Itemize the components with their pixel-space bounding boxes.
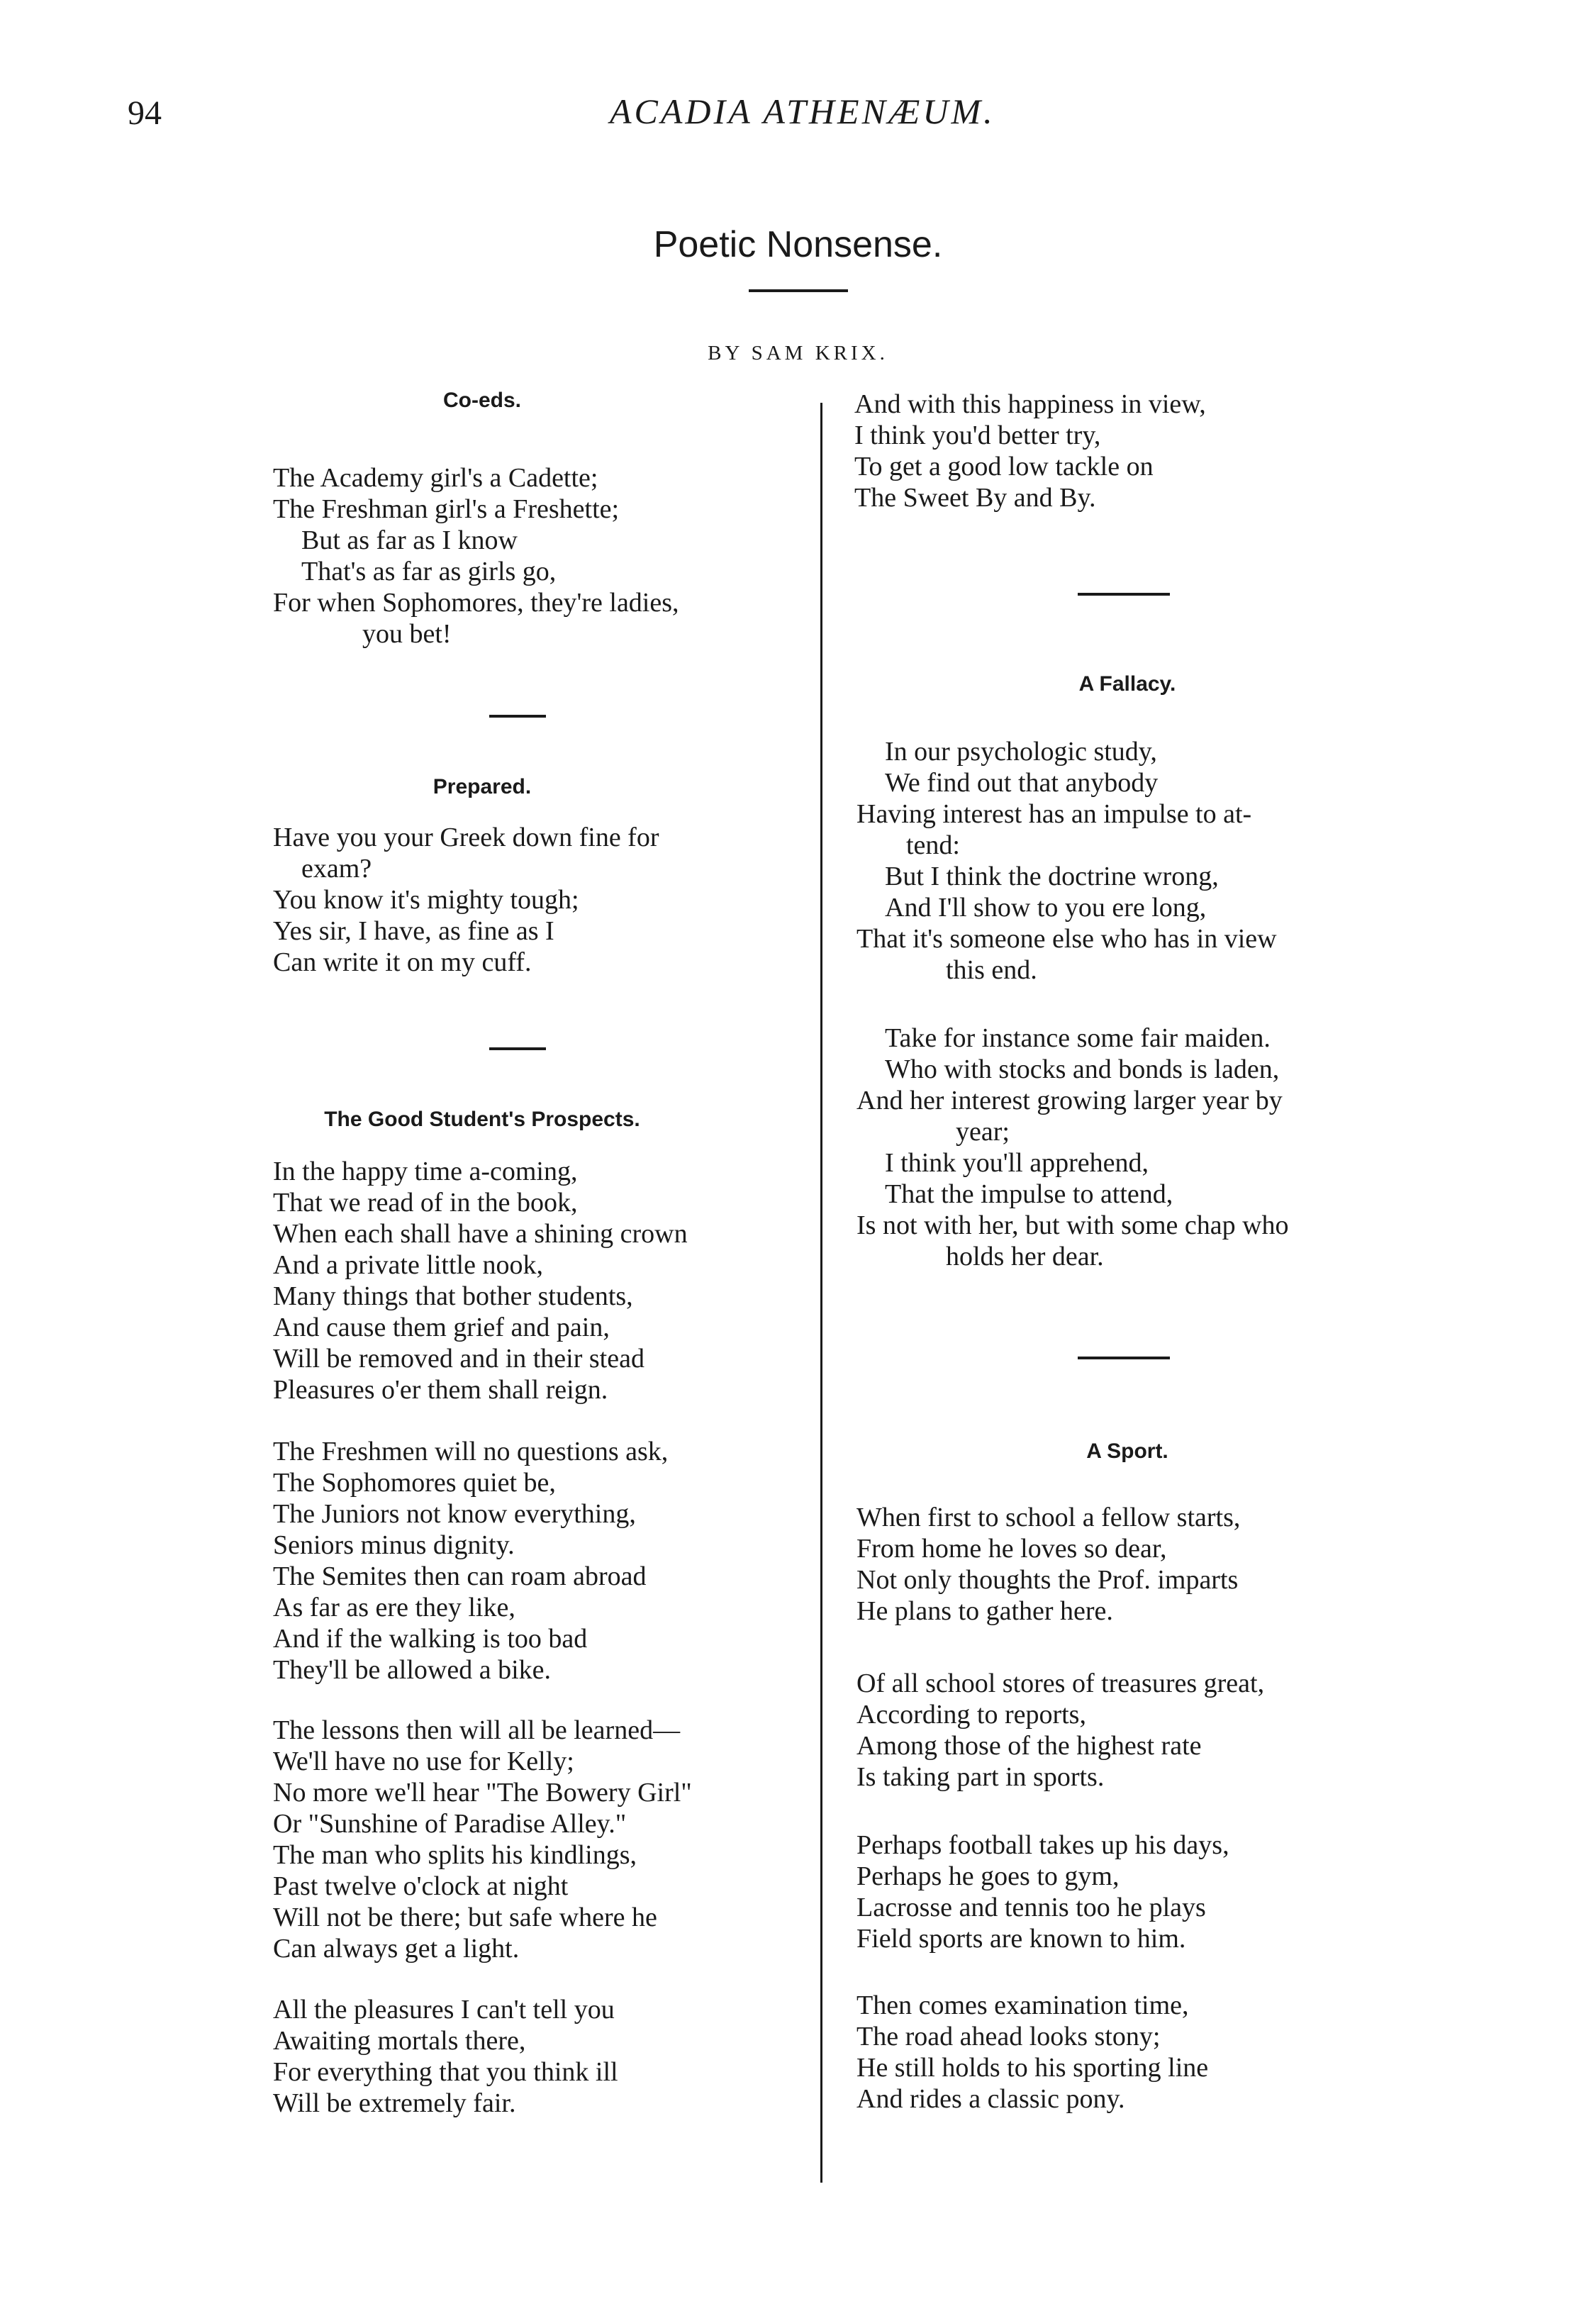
verse-line: And rides a classic pony.: [856, 2084, 1125, 2114]
poem-prospects-stanza-5: [854, 389, 1407, 513]
section-rule: [1078, 1357, 1170, 1359]
verse-line: As far as ere they like,: [273, 1593, 515, 1622]
verse-line: Having interest has an impulse to at-: [856, 799, 1252, 829]
poem-prospects-stanza-2: [273, 1436, 812, 1686]
verse-line: You know it's mighty tough;: [273, 885, 579, 915]
poem-title-coeds: Co-eds.: [442, 389, 521, 412]
verse-line: The Sophomores quiet be,: [273, 1468, 556, 1498]
verse-line: But I think the doctrine wrong,: [885, 862, 1219, 891]
verse-line: The Semites then can roam abroad: [273, 1561, 647, 1591]
poem-title-sport: A Sport.: [1086, 1439, 1168, 1463]
verse-line: We'll have no use for Kelly;: [273, 1747, 574, 1776]
verse-line: In the happy time a-coming,: [273, 1157, 578, 1186]
verse-line: Not only thoughts the Prof. imparts: [856, 1565, 1239, 1595]
verse-line: And cause them grief and pain,: [273, 1313, 610, 1342]
verse-line: Among those of the highest rate: [856, 1731, 1202, 1761]
verse-line: That's as far as girls go,: [301, 557, 557, 586]
verse-line: But as far as I know: [301, 525, 518, 555]
verse-line: They'll be allowed a bike.: [273, 1655, 551, 1685]
verse-line: He plans to gather here.: [856, 1596, 1113, 1626]
verse-line: Or "Sunshine of Paradise Alley.": [273, 1809, 627, 1839]
verse-line: For when Sophomores, they're ladies,: [273, 588, 679, 618]
title-rule: [749, 289, 848, 292]
section-rule: [489, 1047, 546, 1050]
verse-line: The Freshmen will no questions ask,: [273, 1437, 669, 1466]
verse-line: year;: [956, 1117, 1010, 1147]
verse-line: And I'll show to you ere long,: [885, 893, 1207, 923]
poem-coeds-stanza: [273, 462, 812, 650]
poem-prospects-stanza-1: [273, 1156, 812, 1405]
poem-title-prepared: Prepared.: [433, 775, 532, 798]
article-byline: BY SAM KRIX.: [708, 342, 888, 364]
column-divider: [820, 403, 822, 2183]
verse-line: The lessons then will all be learned—: [273, 1715, 681, 1745]
poem-title-prospects: The Good Student's Prospects.: [324, 1108, 640, 1131]
article-title: Poetic Nonsense.: [653, 224, 943, 265]
verse-line: No more we'll hear "The Bowery Girl": [273, 1778, 692, 1808]
verse-line: And a private little nook,: [273, 1250, 543, 1280]
verse-line: I think you'd better try,: [854, 421, 1101, 450]
verse-line: holds her dear.: [946, 1242, 1104, 1271]
verse-line: And her interest growing larger year by: [856, 1086, 1283, 1115]
running-title: ACADIA ATHENÆUM.: [610, 91, 995, 131]
verse-line: I think you'll apprehend,: [885, 1148, 1149, 1178]
verse-line: That the impulse to attend,: [885, 1179, 1173, 1209]
poem-prospects-stanza-3: [273, 1715, 812, 1964]
poem-sport-stanza-2: [856, 1668, 1410, 1793]
verse-line: When first to school a fellow starts,: [856, 1503, 1241, 1532]
verse-line: Take for instance some fair maiden.: [885, 1023, 1271, 1053]
verse-line: you bet!: [362, 619, 452, 649]
poem-sport-stanza-3: [856, 1830, 1410, 1954]
verse-line: The Academy girl's a Cadette;: [273, 463, 598, 493]
verse-line: tend:: [906, 830, 960, 860]
verse-line: Pleasures o'er them shall reign.: [273, 1375, 608, 1405]
verse-line: Many things that bother students,: [273, 1281, 633, 1311]
verse-line: Seniors minus dignity.: [273, 1530, 515, 1560]
verse-line: For everything that you think ill: [273, 2057, 618, 2087]
verse-line: Then comes examination time,: [856, 1990, 1189, 2020]
verse-line: Awaiting mortals there,: [273, 2026, 526, 2056]
verse-line: The road ahead looks stony;: [856, 2022, 1161, 2051]
verse-line: Yes sir, I have, as fine as I: [273, 916, 554, 946]
poem-prepared-stanza: [273, 822, 812, 978]
verse-line: He still holds to his sporting line: [856, 2053, 1209, 2083]
poem-sport-stanza-1: [856, 1502, 1410, 1627]
verse-line: Past twelve o'clock at night: [273, 1871, 569, 1901]
verse-line: When each shall have a shining crown: [273, 1219, 688, 1249]
verse-line: The Sweet By and By.: [854, 483, 1096, 513]
verse-line: Is taking part in sports.: [856, 1762, 1105, 1792]
verse-line: That we read of in the book,: [273, 1188, 578, 1218]
verse-line: Have you your Greek down fine for: [273, 823, 659, 852]
poem-title-fallacy: A Fallacy.: [1078, 672, 1176, 696]
verse-line: And with this happiness in view,: [854, 389, 1206, 419]
verse-line: The man who splits his kindlings,: [273, 1840, 637, 1870]
poem-fallacy-stanza-1: [856, 736, 1410, 986]
verse-line: Will be extremely fair.: [273, 2088, 516, 2118]
verse-line: That it's someone else who has in view: [856, 924, 1277, 954]
verse-line: We find out that anybody: [885, 768, 1159, 798]
poem-prospects-stanza-4: [273, 1994, 812, 2119]
verse-line: Lacrosse and tennis too he plays: [856, 1893, 1206, 1922]
poem-fallacy-stanza-2: [856, 1023, 1410, 1272]
verse-line: Of all school stores of treasures great,: [856, 1669, 1265, 1698]
section-rule: [489, 715, 546, 718]
verse-line: Perhaps he goes to gym,: [856, 1861, 1120, 1891]
verse-line: Can write it on my cuff.: [273, 947, 532, 977]
verse-line: And if the walking is too bad: [273, 1624, 588, 1654]
poem-sport-stanza-4: [856, 1990, 1410, 2115]
verse-line: In our psychologic study,: [885, 737, 1157, 767]
verse-line: Who with stocks and bonds is laden,: [885, 1054, 1280, 1084]
verse-line: this end.: [946, 955, 1037, 985]
section-rule: [1078, 593, 1170, 596]
verse-line: From home he loves so dear,: [856, 1534, 1167, 1564]
verse-line: The Freshman girl's a Freshette;: [273, 494, 620, 524]
page-number: 94: [128, 94, 162, 132]
verse-line: exam?: [301, 854, 372, 884]
verse-line: Will be removed and in their stead: [273, 1344, 644, 1374]
verse-line: According to reports,: [856, 1700, 1086, 1730]
verse-line: Is not with her, but with some chap who: [856, 1210, 1289, 1240]
verse-line: Will not be there; but safe where he: [273, 1903, 657, 1932]
verse-line: The Juniors not know everything,: [273, 1499, 636, 1529]
verse-line: Can always get a light.: [273, 1934, 520, 1964]
verse-line: Field sports are known to him.: [856, 1924, 1186, 1954]
verse-line: All the pleasures I can't tell you: [273, 1995, 615, 2025]
verse-line: Perhaps football takes up his days,: [856, 1830, 1229, 1860]
verse-line: To get a good low tackle on: [854, 452, 1154, 481]
